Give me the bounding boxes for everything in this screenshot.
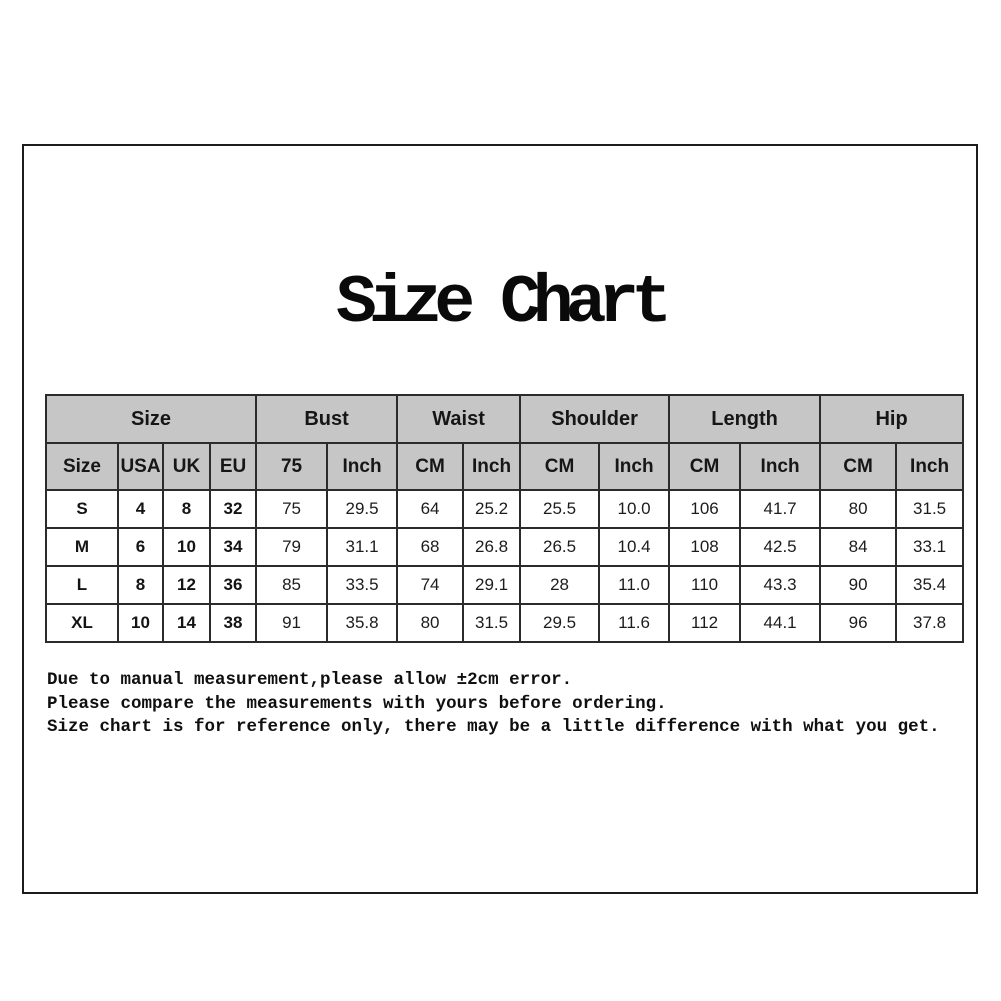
table-cell: 29.1 xyxy=(463,566,520,604)
group-header-bust: Bust xyxy=(256,395,397,443)
table-cell: 14 xyxy=(163,604,210,642)
table-cell: 112 xyxy=(669,604,740,642)
table-cell: 90 xyxy=(820,566,896,604)
table-cell: 33.1 xyxy=(896,528,963,566)
table-cell: 26.8 xyxy=(463,528,520,566)
sub-header-cell: USA xyxy=(118,443,163,490)
table-cell: 31.1 xyxy=(327,528,397,566)
table-cell: 85 xyxy=(256,566,327,604)
sub-header-cell: Inch xyxy=(463,443,520,490)
table-cell: 74 xyxy=(397,566,463,604)
table-cell: 108 xyxy=(669,528,740,566)
table-cell: L xyxy=(46,566,118,604)
table-cell: 11.6 xyxy=(599,604,669,642)
table-cell: 38 xyxy=(210,604,256,642)
table-cell: 68 xyxy=(397,528,463,566)
table-cell: 43.3 xyxy=(740,566,820,604)
group-header-shoulder: Shoulder xyxy=(520,395,669,443)
table-cell: 64 xyxy=(397,490,463,528)
table-cell: 79 xyxy=(256,528,327,566)
table-cell: 35.4 xyxy=(896,566,963,604)
table-cell: 34 xyxy=(210,528,256,566)
table-cell: 11.0 xyxy=(599,566,669,604)
table-cell: 37.8 xyxy=(896,604,963,642)
note-line-3: Size chart is for reference only, there may be a little difference with what you get. xyxy=(47,717,940,737)
table-cell: M xyxy=(46,528,118,566)
sub-header-cell: CM xyxy=(397,443,463,490)
table-cell: 25.2 xyxy=(463,490,520,528)
sub-header-cell: CM xyxy=(520,443,599,490)
group-header-hip: Hip xyxy=(820,395,963,443)
table-cell: 75 xyxy=(256,490,327,528)
table-cell: 10 xyxy=(118,604,163,642)
group-header-waist: Waist xyxy=(397,395,520,443)
table-cell: 80 xyxy=(820,490,896,528)
group-header-size: Size xyxy=(46,395,256,443)
table-cell: 10 xyxy=(163,528,210,566)
table-cell: 8 xyxy=(163,490,210,528)
size-chart-panel xyxy=(22,144,978,894)
table-cell: 91 xyxy=(256,604,327,642)
page-title: Size Chart xyxy=(335,265,665,342)
note-line-1: Due to manual measurement,please allow ±2cm error. xyxy=(47,670,573,690)
table-cell: 42.5 xyxy=(740,528,820,566)
table-cell: 32 xyxy=(210,490,256,528)
sub-header-cell: EU xyxy=(210,443,256,490)
group-header-length: Length xyxy=(669,395,820,443)
table-cell: 4 xyxy=(118,490,163,528)
sub-header-cell: 75 xyxy=(256,443,327,490)
table-cell: 8 xyxy=(118,566,163,604)
table-cell: 106 xyxy=(669,490,740,528)
table-cell: 10.4 xyxy=(599,528,669,566)
sub-header-cell: Inch xyxy=(740,443,820,490)
table-cell: 35.8 xyxy=(327,604,397,642)
table-cell: 29.5 xyxy=(327,490,397,528)
sub-header-cell: CM xyxy=(820,443,896,490)
table-row-m xyxy=(46,528,963,566)
table-cell: 44.1 xyxy=(740,604,820,642)
note-line-2: Please compare the measurements with yours before ordering. xyxy=(47,693,667,714)
table-cell: 80 xyxy=(397,604,463,642)
table-row-xl xyxy=(46,604,963,642)
table-cell: 31.5 xyxy=(463,604,520,642)
table-cell: 29.5 xyxy=(520,604,599,642)
table-cell: 28 xyxy=(520,566,599,604)
sub-header-cell: Size xyxy=(46,443,118,490)
table-cell: 36 xyxy=(210,566,256,604)
measurement-notes xyxy=(47,669,962,740)
sub-header-row xyxy=(46,443,963,490)
sub-header-cell: Inch xyxy=(327,443,397,490)
table-cell: 33.5 xyxy=(327,566,397,604)
table-cell: 12 xyxy=(163,566,210,604)
size-table xyxy=(45,394,964,643)
table-row-l xyxy=(46,566,963,604)
group-header-row xyxy=(46,395,963,443)
sub-header-cell: Inch xyxy=(599,443,669,490)
table-cell: 110 xyxy=(669,566,740,604)
table-cell: 25.5 xyxy=(520,490,599,528)
table-cell: S xyxy=(46,490,118,528)
sub-header-cell: Inch xyxy=(896,443,963,490)
sub-header-cell: CM xyxy=(669,443,740,490)
sub-header-cell: UK xyxy=(163,443,210,490)
table-row-s xyxy=(46,490,963,528)
table-cell: 26.5 xyxy=(520,528,599,566)
table-cell: XL xyxy=(46,604,118,642)
table-cell: 84 xyxy=(820,528,896,566)
table-cell: 31.5 xyxy=(896,490,963,528)
table-cell: 6 xyxy=(118,528,163,566)
table-cell: 41.7 xyxy=(740,490,820,528)
table-cell: 10.0 xyxy=(599,490,669,528)
table-cell: 96 xyxy=(820,604,896,642)
